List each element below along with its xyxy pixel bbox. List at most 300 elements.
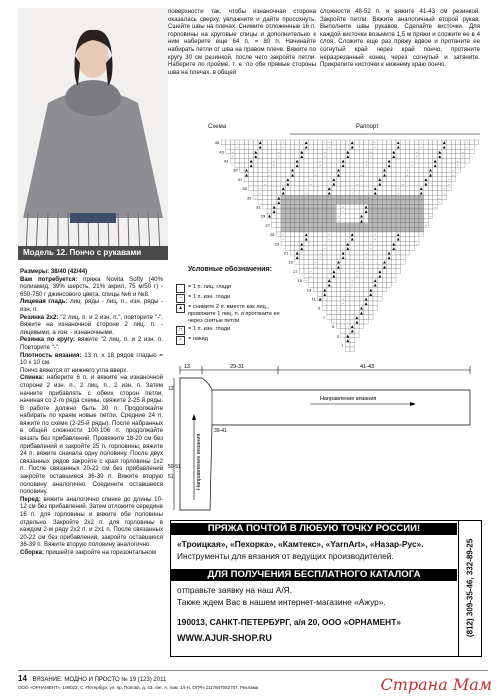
chart-cell — [391, 218, 396, 223]
chart-cell — [373, 273, 378, 278]
chart-cell — [350, 223, 355, 228]
chart-cell — [378, 204, 383, 209]
chart-cell — [359, 191, 364, 196]
chart-cell — [309, 237, 314, 242]
chart-cell — [345, 195, 350, 200]
chart-cell — [378, 186, 383, 191]
chart-cell — [299, 260, 304, 265]
chart-cell — [387, 145, 392, 150]
chart-cell — [405, 163, 410, 168]
chart-cell — [428, 204, 433, 209]
chart-cell — [456, 154, 461, 159]
chart-cell — [276, 168, 281, 173]
chart-cell — [345, 324, 350, 329]
chart-cell — [327, 246, 332, 251]
chart-cell — [304, 246, 309, 251]
chart-cell — [391, 168, 396, 173]
chart-cell — [470, 145, 475, 150]
chart-cell — [359, 278, 364, 283]
legend-symbol: ▲ — [176, 304, 185, 313]
chart-symbol: ▲ — [300, 246, 304, 251]
chart-cell — [313, 177, 318, 182]
chart-symbol: – — [466, 145, 469, 150]
chart-symbol: ▲ — [350, 232, 354, 237]
chart-symbol: – — [305, 191, 308, 196]
chart-cell — [437, 191, 442, 196]
chart-cell — [345, 306, 350, 311]
chart-cell — [447, 186, 452, 191]
chart-row-number: 33 — [246, 195, 252, 201]
legend-item — [176, 336, 286, 345]
chart-cell — [286, 241, 291, 246]
chart-cell — [391, 223, 396, 228]
chart-cell — [350, 241, 355, 246]
chart-cell — [336, 209, 341, 214]
chart-cell — [327, 218, 332, 223]
chart-cell — [341, 319, 346, 324]
chart-cell — [286, 168, 291, 173]
chart-symbol: ▲ — [369, 287, 373, 292]
chart-cell — [401, 209, 406, 214]
chart-cell — [414, 200, 419, 205]
chart-cell — [322, 250, 327, 255]
chart-cell — [447, 154, 452, 159]
chart-cell — [341, 140, 346, 145]
chart-symbol: – — [356, 269, 358, 274]
chart-cell — [332, 287, 337, 292]
chart-symbol: – — [365, 255, 367, 260]
legend-symbol — [176, 284, 185, 293]
chart-cell — [447, 145, 452, 150]
rib-text: "2 лиц. п. и 2 изн. п.", повторите "-". Вяжите на изнаночной стороне 2 лиц. п. - лицевыми, а изн. - изнаночными. — [20, 313, 163, 336]
chart-cell — [299, 218, 304, 223]
chart-cell — [419, 209, 424, 214]
chart-cell — [345, 347, 350, 352]
chart-row-number: 35 — [242, 186, 247, 192]
chart-symbol: ▲ — [337, 264, 340, 269]
chart-cell — [313, 209, 318, 214]
chart-cell — [322, 204, 327, 209]
chart-cell — [410, 214, 415, 219]
chart-cell — [267, 149, 272, 154]
chart-cell — [345, 145, 350, 150]
chart-symbol: – — [259, 186, 262, 191]
chart-cell — [442, 172, 447, 177]
chart-cell — [405, 227, 410, 232]
chart-cell — [419, 218, 424, 223]
chart-cell — [378, 278, 383, 283]
chart-cell — [318, 283, 323, 288]
chart-cell — [263, 195, 268, 200]
chart-cell — [355, 241, 360, 246]
chart-symbol: – — [356, 274, 358, 278]
chart-cell — [345, 264, 350, 269]
chart-cell — [364, 168, 369, 173]
chart-symbol: ▲ — [323, 287, 327, 292]
chart-cell — [336, 269, 341, 274]
chart-cell — [318, 264, 323, 269]
chart-cell — [433, 177, 438, 182]
chart-cell — [313, 269, 318, 274]
chart-symbol: ▲ — [341, 251, 345, 255]
chart-cell — [470, 140, 475, 145]
chart-cell — [295, 232, 300, 237]
ad-headline: ПРЯЖА ПОЧТОЙ В ЛЮБУЮ ТОЧКУ РОССИИ! — [171, 523, 457, 535]
legend-symbol: □ — [176, 326, 185, 335]
chart-cell — [290, 241, 295, 246]
chart-cell — [350, 149, 355, 154]
chart-cell — [465, 154, 470, 159]
chart-cell — [451, 140, 456, 145]
chart-cell — [368, 204, 373, 209]
chart-cell — [456, 140, 461, 145]
chart-cell — [359, 145, 364, 150]
chart-symbol: ▲ — [341, 255, 345, 260]
chart-cell — [345, 260, 350, 265]
chart-cell — [281, 149, 286, 154]
legend-symbol: – — [176, 294, 185, 303]
chart-cell — [336, 200, 341, 205]
chart-cell — [318, 186, 323, 191]
chart-symbol: ▲ — [295, 159, 299, 163]
chart-cell — [345, 218, 350, 223]
chart-cell — [345, 315, 350, 320]
chart-cell — [230, 140, 235, 145]
chart-cell — [304, 264, 309, 269]
chart-cell — [286, 186, 291, 191]
chart-cell — [318, 140, 323, 145]
chart-cell — [350, 227, 355, 232]
chart-symbol: ▲ — [304, 232, 308, 237]
chart-cell — [258, 168, 263, 173]
chart-cell — [304, 158, 309, 163]
chart-symbol: ▲ — [442, 140, 446, 145]
chart-cell — [401, 255, 406, 260]
chart-cell — [410, 181, 415, 186]
chart-cell — [359, 177, 364, 182]
chart-cell — [424, 149, 429, 154]
chart-cell — [295, 195, 300, 200]
chart-cell — [391, 273, 396, 278]
chart-cell — [286, 223, 291, 228]
chart-cell — [419, 168, 424, 173]
chart-cell — [341, 218, 346, 223]
chart-cell — [322, 158, 327, 163]
chart-cell — [378, 163, 383, 168]
side-label-50-51: 50-51 — [168, 464, 181, 470]
chart-cell — [350, 333, 355, 338]
chart-symbol: ▲ — [424, 177, 428, 182]
chart-symbol: – — [356, 182, 358, 186]
chart-cell — [286, 172, 291, 177]
chart-symbol: – — [328, 232, 331, 237]
chart-cell — [322, 214, 327, 219]
chart-cell — [451, 158, 456, 163]
chart-symbol: ▲ — [346, 149, 350, 154]
chart-cell — [401, 149, 406, 154]
chart-cell — [341, 333, 346, 338]
chart-cell — [355, 195, 360, 200]
chart-cell — [309, 163, 314, 168]
chart-cell — [318, 278, 323, 283]
chart-cell — [299, 264, 304, 269]
chart-cell — [368, 181, 373, 186]
chart-cell — [387, 264, 392, 269]
chart-cell — [396, 177, 401, 182]
chart-cell — [378, 296, 383, 301]
chart-cell — [401, 140, 406, 145]
chart-cell — [405, 204, 410, 209]
chart-cell — [318, 260, 323, 265]
chart-cell — [364, 154, 369, 159]
chart-cell — [414, 172, 419, 177]
chart-cell — [318, 168, 323, 173]
chart-symbol: ▲ — [419, 191, 423, 196]
chart-cell — [322, 296, 327, 301]
chart-cell — [355, 292, 360, 297]
chart-cell — [414, 158, 419, 163]
chart-cell — [345, 181, 350, 186]
chart-cell — [373, 172, 378, 177]
chart-symbol: – — [374, 237, 377, 242]
chart-cell — [286, 149, 291, 154]
chart-cell — [299, 140, 304, 145]
chart-cell — [299, 158, 304, 163]
chart-cell — [336, 324, 341, 329]
chart-cell — [318, 269, 323, 274]
chart-cell — [295, 241, 300, 246]
chart-cell — [286, 145, 291, 150]
chart-cell — [332, 218, 337, 223]
chart-symbol: ▲ — [429, 172, 432, 177]
chart-cell — [428, 158, 433, 163]
chart-cell — [341, 200, 346, 205]
chart-cell — [332, 223, 337, 228]
chart-cell — [424, 186, 429, 191]
chart-cell — [313, 278, 318, 283]
chart-cell — [290, 232, 295, 237]
column3-text: сложности 48-52 п. и вяжите 41-43 см резинкой. Закройте петли. Вяжите аналогичный второй рукав. Выполните швы рукавов. Сделайте кисточки. Для каждой кисточки возьмите 1,5 м пряжи и сложите ее в 4 слоя. Сложите еще раз пряжу вдвое и протяните ее согнутый край через край пончо, протяните неразрезанный конец через согнутый и затяните. Прикрепите кисточки к нижнему краю пончо. — [320, 8, 480, 69]
chart-cell — [373, 195, 378, 200]
chart-cell — [290, 177, 295, 182]
chart-cell — [322, 283, 327, 288]
chart-cell — [373, 158, 378, 163]
chart-symbol: – — [342, 297, 344, 301]
chart-symbol: – — [402, 177, 404, 182]
chart-cell — [281, 223, 286, 228]
chart-cell — [368, 264, 373, 269]
chart-cell — [295, 149, 300, 154]
chart-symbol: ▲ — [387, 159, 391, 163]
chart-symbol: – — [429, 214, 432, 219]
chart-cell — [295, 260, 300, 265]
chart-cell — [318, 149, 323, 154]
chart-cell — [272, 177, 277, 182]
chart-symbol: ▲ — [360, 310, 363, 315]
chart-cell — [295, 200, 300, 205]
chart-symbol: – — [337, 214, 340, 219]
chart-cell — [410, 246, 415, 251]
chart-cell — [465, 158, 470, 163]
chart-cell — [350, 214, 355, 219]
chart-cell — [368, 168, 373, 173]
chart-symbol: ▲ — [341, 159, 345, 163]
legend-item — [176, 304, 286, 325]
chart-cell — [313, 204, 318, 209]
chart-cell — [382, 278, 387, 283]
chart-cell — [299, 255, 304, 260]
chart-cell — [368, 140, 373, 145]
chart-symbol: – — [415, 149, 418, 154]
chart-symbol: – — [415, 241, 418, 246]
chart-cell — [382, 163, 387, 168]
chart-symbol: ▲ — [424, 182, 428, 186]
chart-cell — [373, 200, 378, 205]
chart-cell — [364, 269, 369, 274]
chart-symbol: – — [273, 163, 275, 168]
chart-symbol: – — [443, 186, 446, 191]
chart-cell — [318, 204, 323, 209]
chart-cell — [373, 163, 378, 168]
chart-cell — [345, 319, 350, 324]
chart-cell — [373, 292, 378, 297]
chart-cell — [286, 195, 291, 200]
chart-symbol: – — [415, 154, 418, 159]
chart-cell — [405, 177, 410, 182]
chart-cell — [456, 149, 461, 154]
chart-cell — [327, 181, 332, 186]
chart-cell — [364, 306, 369, 311]
chart-cell — [382, 149, 387, 154]
chart-cell — [341, 315, 346, 320]
chart-cell — [309, 149, 314, 154]
chart-cell — [368, 191, 373, 196]
chart-cell — [414, 223, 419, 228]
chart-cell — [364, 315, 369, 320]
chart-cell — [424, 214, 429, 219]
chart-cell — [460, 158, 465, 163]
ad-url[interactable]: WWW.AJUR-SHOP.RU — [177, 633, 272, 643]
chart-cell — [359, 315, 364, 320]
chart-symbol: ▲ — [364, 209, 368, 214]
chart-cell — [299, 181, 304, 186]
chart-cell — [276, 158, 281, 163]
chart-cell — [341, 287, 346, 292]
chart-symbol: ▲ — [364, 205, 368, 209]
chart-cell — [350, 218, 355, 223]
chart-cell — [396, 260, 401, 265]
chart-cell — [263, 204, 268, 209]
chart-cell — [299, 214, 304, 219]
chart-cell — [428, 186, 433, 191]
chart-cell — [336, 301, 341, 306]
chart-cell — [309, 186, 314, 191]
chart-cell — [313, 287, 318, 292]
chart-cell — [309, 168, 314, 173]
chart-cell — [295, 145, 300, 150]
chart-cell — [451, 163, 456, 168]
chart-cell — [373, 269, 378, 274]
chart-cell — [322, 278, 327, 283]
chart-symbol: ▲ — [249, 159, 253, 163]
chart-cell — [382, 255, 387, 260]
chart-cell — [332, 195, 337, 200]
chart-symbol: ▲ — [369, 292, 373, 297]
chart-cell — [322, 186, 327, 191]
chart-cell — [470, 149, 475, 154]
chart-cell — [336, 186, 341, 191]
chart-cell — [387, 227, 392, 232]
need-label: Вам потребуется: — [20, 275, 78, 283]
chart-cell — [327, 287, 332, 292]
chart-cell — [336, 292, 341, 297]
chart-cell — [391, 191, 396, 196]
chart-cell — [387, 218, 392, 223]
ad-address: 190013, САНКТ-ПЕТЕРБУРГ, а/я 20, ООО «ОРНАМЕНТ» — [177, 617, 401, 627]
chart-cell — [401, 191, 406, 196]
direction-side-label: Направление вязания — [196, 433, 202, 490]
chart-cell — [405, 158, 410, 163]
chart-cell — [253, 145, 258, 150]
chart-cell — [368, 223, 373, 228]
chart-cell — [327, 296, 332, 301]
chart-cell — [253, 140, 258, 145]
chart-cell — [373, 255, 378, 260]
chart-cell — [299, 223, 304, 228]
chart-cell — [253, 168, 258, 173]
chart-cell — [396, 246, 401, 251]
chart-cell — [327, 158, 332, 163]
chart-cell — [276, 177, 281, 182]
chart-cell — [295, 227, 300, 232]
chart-cell — [332, 250, 337, 255]
chart-cell — [419, 154, 424, 159]
chart-cell — [401, 204, 406, 209]
pattern-diagram — [170, 360, 480, 515]
chart-cell — [419, 214, 424, 219]
chart-symbol: ▲ — [300, 154, 304, 159]
chart-cell — [286, 214, 291, 219]
chart-row-number: 45 — [214, 140, 220, 146]
chart-cell — [267, 195, 272, 200]
chart-cell — [295, 177, 300, 182]
chart-cell — [442, 168, 447, 173]
chart-cell — [378, 287, 383, 292]
chart-cell — [419, 181, 424, 186]
chart-cell — [364, 140, 369, 145]
chart-cell — [249, 140, 254, 145]
chart-symbol: ▲ — [332, 274, 336, 278]
chart-row-number: 31 — [256, 204, 261, 210]
chart-cell — [391, 145, 396, 150]
chart-cell — [345, 283, 350, 288]
chart-cell — [309, 195, 314, 200]
chart-cell — [355, 209, 360, 214]
ad-phone-bar — [458, 521, 481, 656]
chart-cell — [332, 306, 337, 311]
chart-cell — [281, 204, 286, 209]
chart-cell — [249, 149, 254, 154]
chart-symbol: ▲ — [258, 145, 262, 150]
chart-cell — [391, 204, 396, 209]
chart-cell — [286, 191, 291, 196]
chart-cell — [368, 315, 373, 320]
chart-cell — [332, 191, 337, 196]
chart-cell — [442, 177, 447, 182]
chart-cell — [364, 177, 369, 182]
chart-cell — [433, 181, 438, 186]
chart-cell — [345, 204, 350, 209]
